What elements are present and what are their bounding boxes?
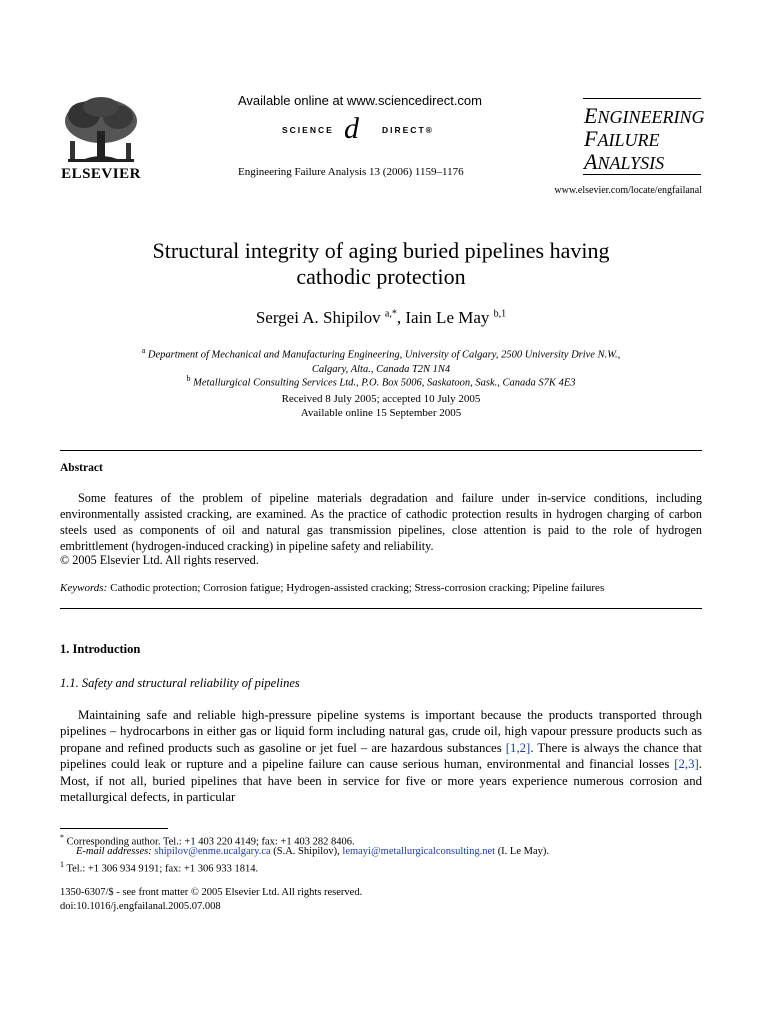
publisher-name: ELSEVIER <box>61 166 141 182</box>
footnote-emails: E-mail addresses: shipilov@enme.ucalgary.ca (S.A. Shipilov), lemayi@metallurgicalconsulting.net (I. Le May). <box>76 846 549 857</box>
abstract-copyright: © 2005 Elsevier Ltd. All rights reserved. <box>60 553 259 567</box>
divider <box>60 450 702 451</box>
front-matter-info <box>60 886 362 914</box>
available-online-text: Available online at www.sciencedirect.com <box>238 93 482 108</box>
journal-url-link[interactable]: www.elsevier.com/locate/engfailanal <box>554 185 702 196</box>
article-dates <box>60 392 702 420</box>
citation-link[interactable]: [2,3] <box>674 757 699 772</box>
sd-left-word: SCIENCE <box>282 125 334 135</box>
journal-title: ENGINEERING FAILURE ANALYSIS <box>584 103 705 174</box>
affiliation-b: $^b$ Metallurgical Consulting Services Ltd., P.O. Box 5006, Saskatoon, Sask., Canada S7K 4E3 <box>186 374 576 389</box>
footnote-tel: $^1$ Tel.: +1 306 934 9191; fax: +1 306 933 1814. <box>60 860 259 875</box>
title-line-2: cathodic protection <box>296 264 466 289</box>
sd-right-word: DIRECT® <box>382 125 434 135</box>
sd-at-glyph: d <box>344 112 359 145</box>
issn-line: 1350-6307/$ - see front matter © 2005 Elsevier Ltd. All rights reserved. <box>60 887 363 898</box>
sciencedirect-logo <box>282 114 452 148</box>
footnote-rule <box>60 828 168 829</box>
author-1: Sergei A. Shipilov <box>255 308 381 327</box>
keywords-list: Cathodic protection; Corrosion fatigue; Hydrogen-assisted cracking; Stress-corrosion cracking; Pipeline failures <box>110 582 605 594</box>
author-1-affil: a,* <box>384 308 397 320</box>
abstract-heading: Abstract <box>60 462 103 474</box>
title-line-1: Structural integrity of aging buried pipelines having <box>152 238 610 263</box>
intro-paragraph: Maintaining safe and reliable high-pressure pipeline systems is important because the products transported through pipelines – hydrocarbons in either gas or liquid form including natural gas, crude oil, high vapour pressure products such as propane and refined products such as gasoline or jet fuel – are hazardous substances [1,2]. There is always the chance that pipelines could leak or rupture and a pipeline failure can cause serious human, environmental and financial losses [2,3]. Most, if not all, buried pipelines that have been in service for five or more years experience numerous corrosion and metallurgical defects, in particular <box>60 708 702 805</box>
keywords <box>60 582 604 594</box>
doi-line[interactable]: doi:10.1016/j.engfailanal.2005.07.008 <box>60 901 221 912</box>
author-2: Iain Le May <box>405 308 490 327</box>
section-heading: 1. Introduction <box>60 642 141 656</box>
journal-title-rule-bottom <box>583 174 701 175</box>
journal-citation: Engineering Failure Analysis 13 (2006) 1159–1176 <box>238 166 464 178</box>
subsection-heading: 1.1. Safety and structural reliability of pipelines <box>60 676 300 690</box>
email-link[interactable]: lemayi@metallurgicalconsulting.net <box>342 846 496 857</box>
authors: Sergei A. Shipilov $^{a,*}$, Iain Le May $^{b,1}$ <box>255 308 507 327</box>
journal-title-rule-top <box>583 98 701 99</box>
article-title <box>60 238 702 290</box>
email-link[interactable]: shipilov@enme.ucalgary.ca <box>154 846 271 857</box>
keywords-label: Keywords: <box>60 582 108 594</box>
footnote-corresponding: * Corresponding author. Tel.: +1 403 220 4149; fax: +1 403 282 8406. <box>60 833 355 848</box>
citation-link[interactable]: [1,2] <box>505 740 531 755</box>
abstract-body: Some features of the problem of pipeline materials degradation and failure under in-service conditions, including environmentally assisted cracking, are examined. As the practice of cathodic protection results in hydrogen charging of carbon steels used as components of oil and natural gas transmission pipelines, close attention is paid to the role of hydrogen embrittlement (hydrogen-induced cracking) in pipeline safety and reliability. <box>60 491 702 553</box>
received-date: Received 8 July 2005; accepted 10 July 2005 <box>281 393 481 405</box>
author-2-affil: b,1 <box>493 308 507 320</box>
divider <box>60 608 702 609</box>
affiliation-a: $^a$ Department of Mechanical and Manufacturing Engineering, University of Calgary, 2500 University Drive N.W., Calgary, Alta., Canada T2N 1N4 <box>141 346 621 375</box>
available-date: Available online 15 September 2005 <box>300 407 462 419</box>
